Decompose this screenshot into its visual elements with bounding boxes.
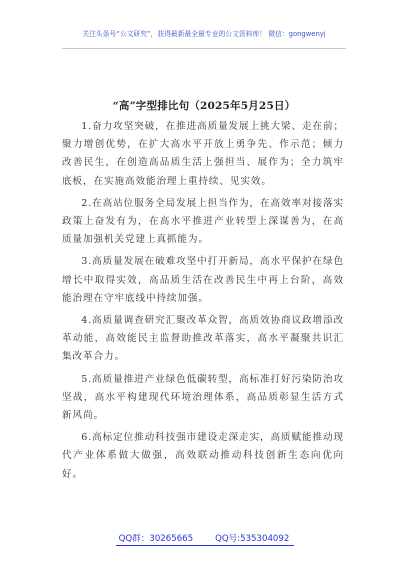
footer-qq-group: QQ群：30265665 [118, 534, 194, 544]
document-body [62, 118, 344, 488]
paragraph-1: 1.奋力攻坚突破，在推进高质量发展上挑大梁、走在前；聚力增创优势，在扩大高水平开放上勇争先、作示范；倾力改善民生，在创造高品质生活上强担当、展作为；全力筑牢底板，在实施高效能治理上重持续、见实效。 [62, 121, 344, 187]
paragraph-6: 6.高标定位推动科技强市建设走深走实，高质赋能推动现代产业体系做大做强，高效联动推动科技创新生态向优向好。 [62, 432, 344, 480]
paragraph-5: 5.高质量推进产业绿色低碳转型，高标准打好污染防治攻坚战，高水平构建现代环境治理体系，高品质彰显生活方式新风尚。 [62, 373, 344, 422]
paragraph-3: 3.高质量发展在破难攻坚中打开新局，高水平保护在绿色增长中取得实效，高品质生活在改善民生中再上台阶，高效能治理在守牢底线中持续加强。 [62, 256, 344, 304]
footer-underline [116, 545, 294, 546]
paragraph-4: 4.高质量调查研究汇聚改革众智，高质效协商议政增添改革动能，高效能民主监督助推改革落实，高水平凝聚共识汇集改革合力。 [62, 315, 344, 363]
footer-contact [0, 532, 408, 544]
footer-qq: QQ号:535304092 [215, 534, 290, 544]
paragraph-2: 2.在高站位服务全局发展上担当作为，在高效率对接落实政策上奋发有为，在高水平推进产业转型上深谋善为，在高质量加强机关党建上真抓能为。 [62, 197, 344, 246]
document-title: “高”字型排比句（2025年5月25日） [112, 100, 296, 112]
header-banner: 关注头条号“公文研究”，获得最新最全最专业的公文资料库！ 微信：gongwenyj [82, 30, 326, 38]
header-divider [62, 48, 346, 49]
